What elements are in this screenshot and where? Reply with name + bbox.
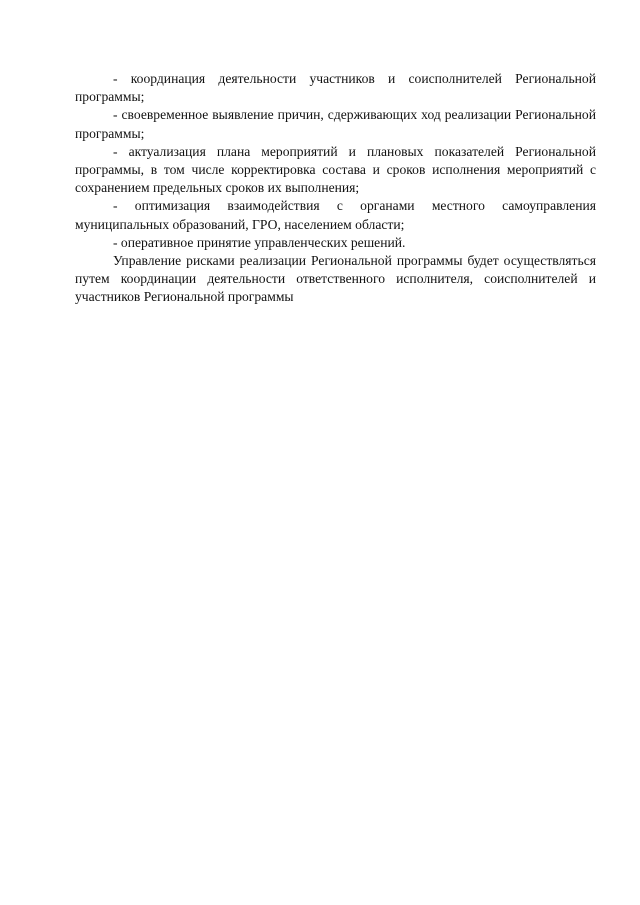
list-item-coordination: - координация деятельности участников и соисполнителей Региональной программы; — [75, 71, 596, 105]
list-item-plan-update: - актуализация плана мероприятий и плановых показателей Региональной программы, в том числе корректировка состава и сроков исполнения мероприятий с сохранением предельных сроков их выполнения; — [75, 143, 596, 196]
document-page — [75, 70, 596, 307]
list-item-decision-making: - оперативное принятие управленческих решений. — [113, 234, 406, 250]
risk-management-paragraph: Управление рисками реализации Региональной программы будет осуществляться путем координации деятельности ответственного исполнителя, соисполнителей и участников Региональной программы — [75, 253, 596, 305]
list-item-interaction-optimization: - оптимизация взаимодействия с органами местного самоуправления муниципальных образований, ГРО, населением области; — [75, 198, 596, 232]
list-item-timely-detection: - своевременное выявление причин, сдерживающих ход реализации Региональной программы; — [75, 107, 596, 141]
